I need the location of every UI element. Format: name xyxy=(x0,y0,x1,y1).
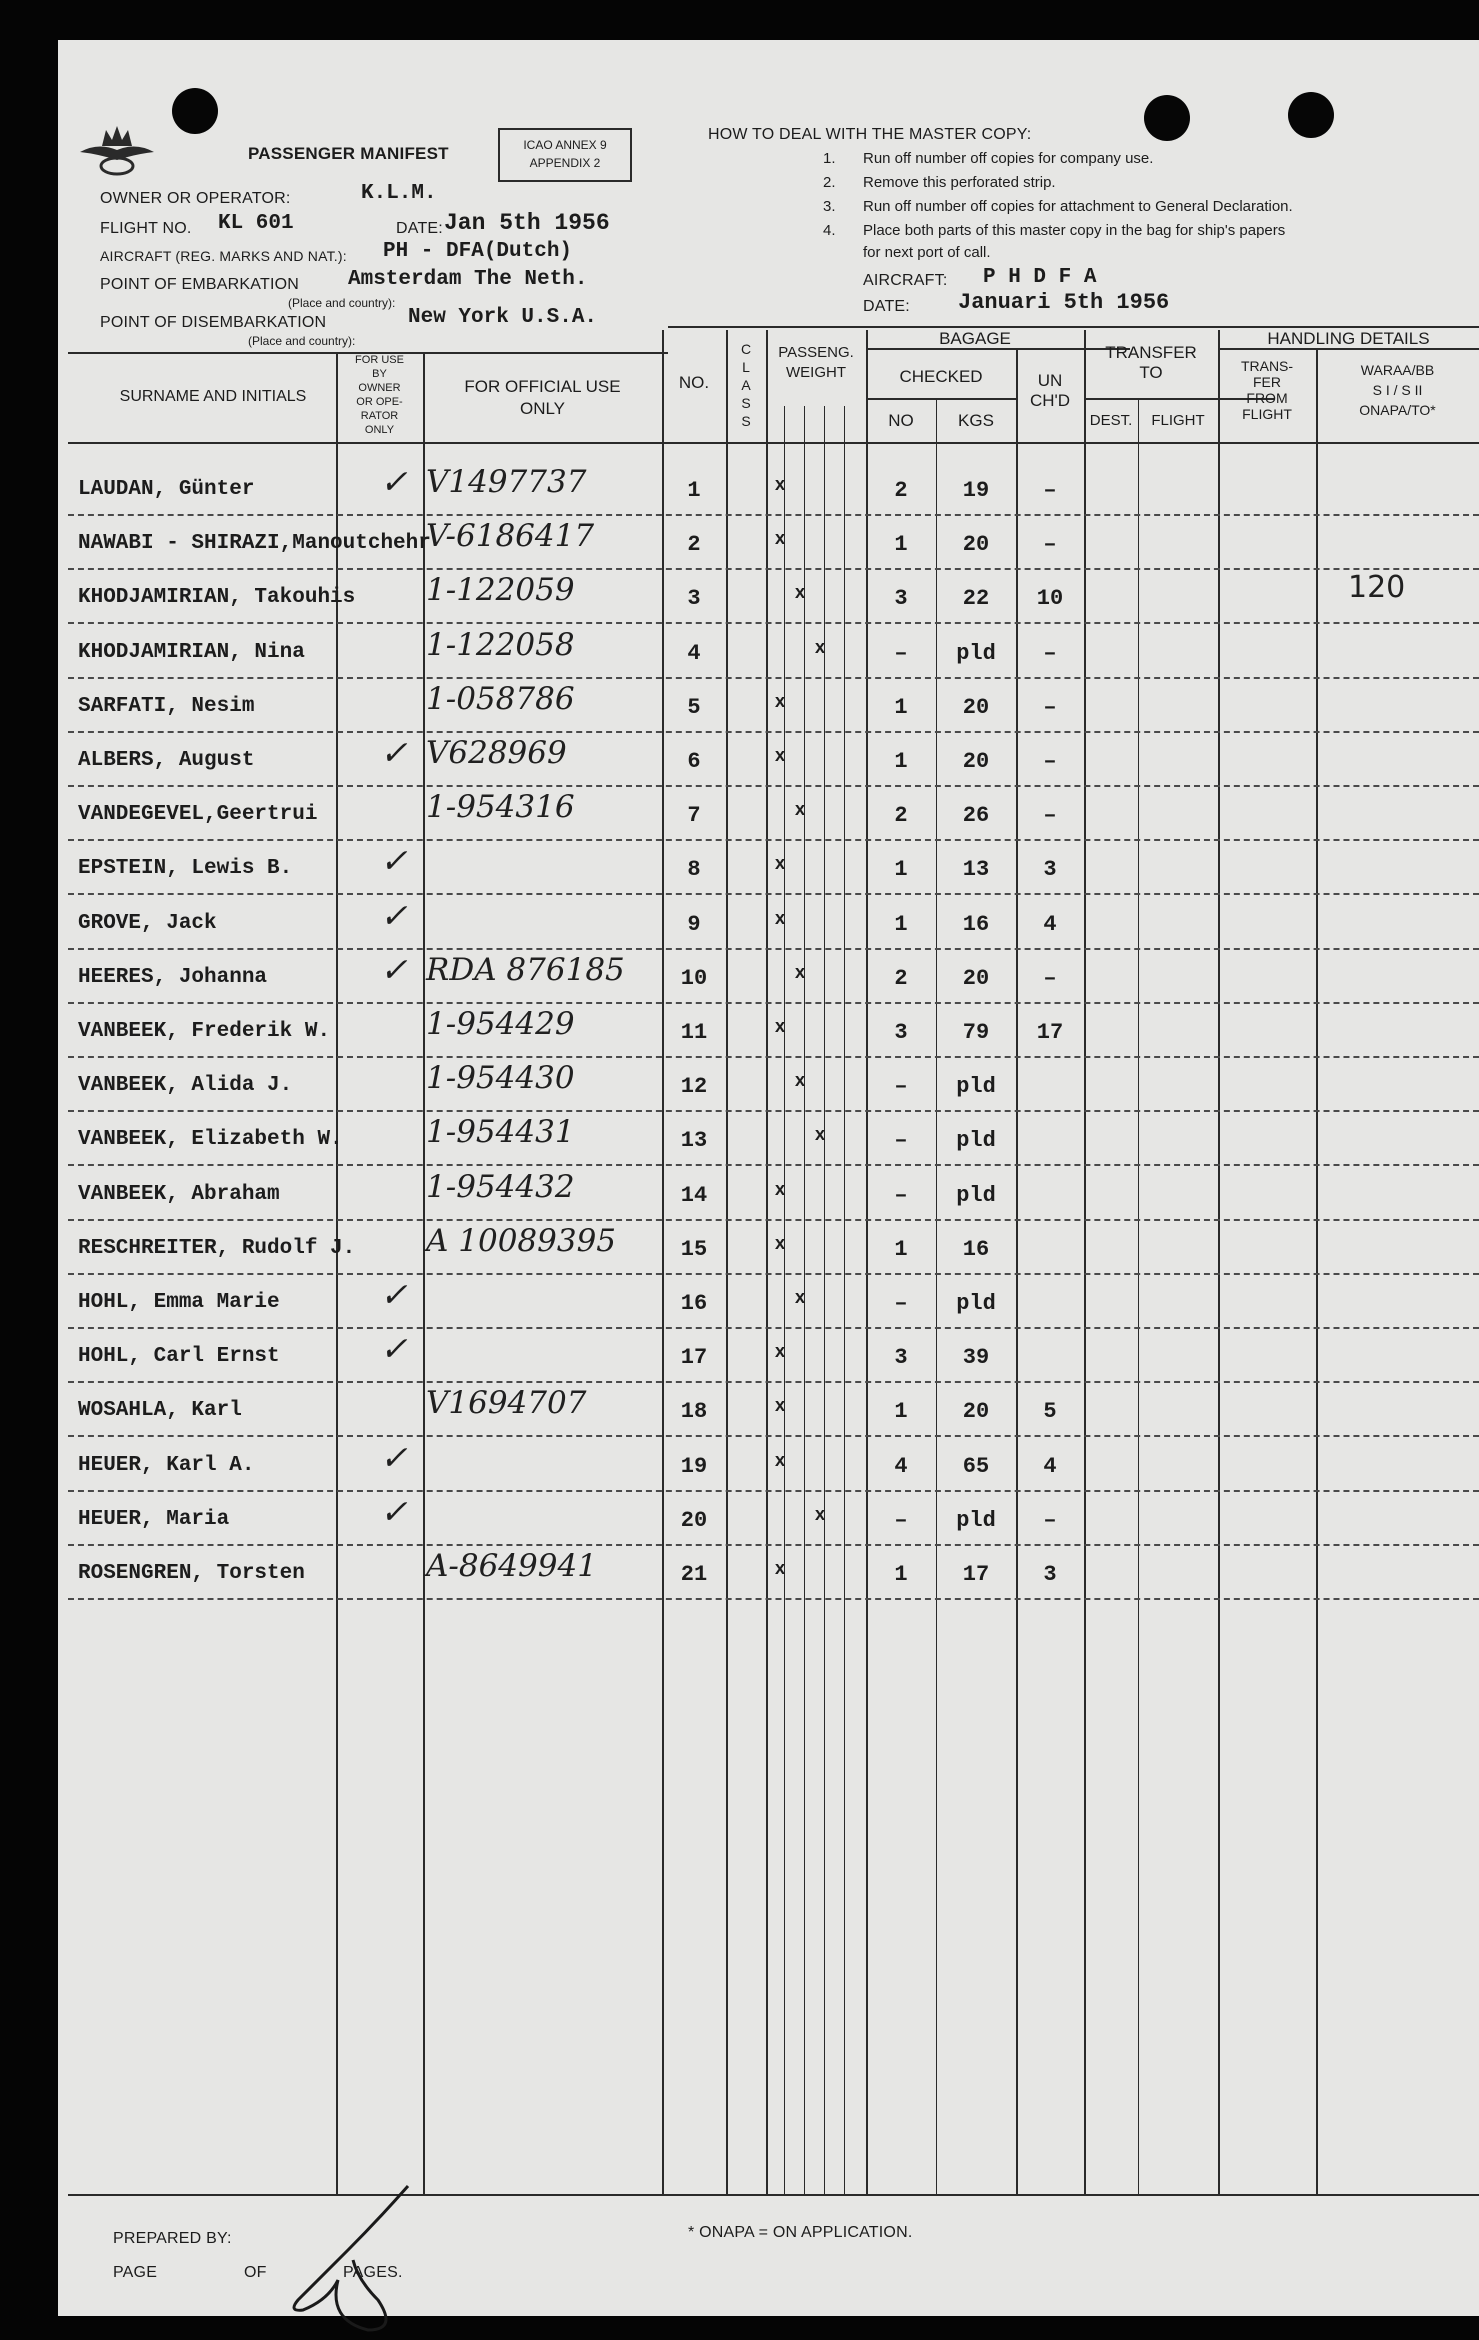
tick-mark: ✓ xyxy=(380,1438,408,1477)
waraa-line: ONAPA/TO* xyxy=(1359,402,1436,418)
passenger-name: VANBEEK, Abraham xyxy=(78,1183,280,1206)
passeng-weight-mark: x xyxy=(794,584,806,604)
embark-sub: (Place and country): xyxy=(288,296,396,310)
bag-count: 1 xyxy=(894,695,908,720)
unchecked-bags: 3 xyxy=(1043,857,1057,882)
instruction-text: Remove this perforated strip. xyxy=(863,174,1056,191)
col-surname: SURNAME AND INITIALS xyxy=(119,388,307,405)
passenger-name: GROVE, Jack xyxy=(78,912,217,935)
official-number: V1694707 xyxy=(426,1385,587,1421)
passenger-name: VANBEEK, Frederik W. xyxy=(78,1020,331,1043)
passeng-weight-mark: x xyxy=(774,530,786,550)
passeng-weight-mark: x xyxy=(814,1506,826,1526)
official-number: A 10089395 xyxy=(426,1223,617,1259)
tick-mark: ✓ xyxy=(380,733,408,772)
row-divider xyxy=(68,1598,1479,1600)
passenger-no: 13 xyxy=(680,1128,708,1153)
checked-divider xyxy=(866,398,1016,400)
bag-kgs: 26 xyxy=(962,803,990,828)
bag-kgs: 20 xyxy=(962,695,990,720)
passenger-no: 11 xyxy=(680,1020,708,1045)
aircraft-label-right: AIRCRAFT: xyxy=(863,272,948,289)
transfer-from-line: FLIGHT xyxy=(1242,406,1292,422)
row-divider xyxy=(68,948,1479,950)
owner-use-line: ONLY xyxy=(364,424,395,436)
bag-kgs: pld xyxy=(956,1291,996,1316)
passenger-name: VANBEEK, Elizabeth W. xyxy=(78,1128,343,1151)
row-divider xyxy=(68,1435,1479,1437)
onapa-note: * ONAPA = ON APPLICATION. xyxy=(688,2224,913,2241)
unchecked-bags: – xyxy=(1043,478,1057,503)
embark-label: POINT OF EMBARKATION xyxy=(100,276,299,293)
passeng-weight-mark: x xyxy=(774,1181,786,1201)
waraa-line: S I / S II xyxy=(1372,382,1423,398)
passenger-no: 12 xyxy=(680,1074,708,1099)
embark-value: Amsterdam The Neth. xyxy=(348,268,588,291)
col-line-thin xyxy=(784,406,785,2194)
row-divider xyxy=(68,1273,1479,1275)
col-line-thin xyxy=(824,406,825,2194)
passeng-weight-mark: x xyxy=(774,1235,786,1255)
passeng-weight-mark: x xyxy=(794,1072,806,1092)
passenger-name: SARFATI, Nesim xyxy=(78,695,255,718)
aircraft-value-right: P H D F A xyxy=(983,266,1097,289)
bag-count: 2 xyxy=(894,803,908,828)
passenger-no: 18 xyxy=(680,1399,708,1424)
tick-mark: ✓ xyxy=(380,950,408,989)
col-line-thin xyxy=(1138,398,1139,2194)
disembark-sub: (Place and country): xyxy=(248,334,356,348)
aircraft-label: AIRCRAFT (REG. MARKS AND NAT.): xyxy=(100,248,347,264)
row-divider xyxy=(68,622,1479,624)
passenger-no: 17 xyxy=(680,1345,708,1370)
owner-use-line: FOR USE xyxy=(355,354,404,366)
bag-kgs: 20 xyxy=(962,532,990,557)
bag-count: 2 xyxy=(894,966,908,991)
owner-use-line: BY xyxy=(372,368,387,380)
row-divider xyxy=(68,893,1479,895)
passeng-weight-mark: x xyxy=(774,747,786,767)
passenger-no: 3 xyxy=(687,586,701,611)
official-number: V-6186417 xyxy=(426,518,595,554)
date-value: Jan 5th 1956 xyxy=(444,210,610,236)
official-number: 1-122058 xyxy=(426,627,575,663)
unchecked-bags: 3 xyxy=(1043,1562,1057,1587)
official-number: 1-954316 xyxy=(426,789,575,825)
bag-kgs: pld xyxy=(956,1508,996,1533)
passenger-name: HOHL, Emma Marie xyxy=(78,1291,280,1314)
bag-kgs: 39 xyxy=(962,1345,990,1370)
instruction-text: Place both parts of this master copy in the bag for ship's papers xyxy=(863,222,1286,239)
passenger-name: EPSTEIN, Lewis B. xyxy=(78,857,293,880)
owner-use-line: OWNER xyxy=(358,382,401,394)
disembark-label: POINT OF DISEMBARKATION xyxy=(100,314,327,331)
klm-logo-icon xyxy=(76,120,158,184)
bag-count: 1 xyxy=(894,532,908,557)
pages-label: PAGES. xyxy=(343,2264,403,2281)
col-line xyxy=(1218,330,1220,2194)
bag-kgs: 79 xyxy=(962,1020,990,1045)
table-top-right xyxy=(668,326,1479,328)
passenger-name: VANBEEK, Alida J. xyxy=(78,1074,293,1097)
bag-kgs: 22 xyxy=(962,586,990,611)
passeng-weight-mark: x xyxy=(794,1289,806,1309)
tick-mark: ✓ xyxy=(380,462,408,501)
unchecked-bags: 5 xyxy=(1043,1399,1057,1424)
passeng-weight-mark: x xyxy=(794,964,806,984)
bag-count: 4 xyxy=(894,1454,908,1479)
col-line xyxy=(1316,348,1318,2194)
unchecked-bags: – xyxy=(1043,695,1057,720)
unchecked-bags: – xyxy=(1043,532,1057,557)
bag-count: – xyxy=(894,1128,908,1153)
bag-kgs: 17 xyxy=(962,1562,990,1587)
row-divider xyxy=(68,731,1479,733)
waraa-line: WARAA/BB xyxy=(1360,362,1435,378)
row-divider xyxy=(68,1002,1479,1004)
col-official: ONLY xyxy=(519,399,566,418)
row-divider xyxy=(68,1110,1479,1112)
passenger-no: 8 xyxy=(687,857,701,882)
unchecked-bags: – xyxy=(1043,749,1057,774)
signature xyxy=(258,2180,458,2340)
passenger-no: 7 xyxy=(687,803,701,828)
passenger-name: KHODJAMIRIAN, Takouhis xyxy=(78,586,356,609)
passeng-weight-mark: x xyxy=(774,693,786,713)
row-divider xyxy=(68,1219,1479,1221)
manifest-title: PASSENGER MANIFEST xyxy=(248,144,449,163)
bag-count: 2 xyxy=(894,478,908,503)
bag-kgs: pld xyxy=(956,1074,996,1099)
official-number: V628969 xyxy=(426,735,567,771)
official-number: 1-954430 xyxy=(426,1060,575,1096)
bag-count: – xyxy=(894,1074,908,1099)
passeng-weight-mark: x xyxy=(774,476,786,496)
passenger-no: 2 xyxy=(687,532,701,557)
bag-kgs: 20 xyxy=(962,1399,990,1424)
bag-count: 1 xyxy=(894,749,908,774)
appendix-line: APPENDIX 2 xyxy=(529,156,601,170)
passenger-name: RESCHREITER, Rudolf J. xyxy=(78,1237,356,1260)
class-letter: S xyxy=(741,395,751,411)
unchecked-bags: – xyxy=(1043,641,1057,666)
bag-kgs: 20 xyxy=(962,749,990,774)
passeng-weight-mark: x xyxy=(774,1343,786,1363)
bag-kgs: 65 xyxy=(962,1454,990,1479)
passenger-no: 21 xyxy=(680,1562,708,1587)
owner-use-line: RATOR xyxy=(360,410,399,422)
instruction-text: Run off number off copies for company use. xyxy=(863,150,1154,167)
col-handling: HANDLING DETAILS xyxy=(1267,329,1430,348)
owner-label: OWNER OR OPERATOR: xyxy=(100,190,291,207)
prepared-by-label: PREPARED BY: xyxy=(113,2230,232,2247)
bag-kgs: 16 xyxy=(962,912,990,937)
row-divider xyxy=(68,1544,1479,1546)
bag-kgs: pld xyxy=(956,1128,996,1153)
col-transfer: TRANSFER xyxy=(1105,343,1197,362)
row-divider xyxy=(68,568,1479,570)
passeng-weight-mark: x xyxy=(794,801,806,821)
bag-count: – xyxy=(894,1508,908,1533)
bag-count: 1 xyxy=(894,1237,908,1262)
bag-kgs: 19 xyxy=(962,478,990,503)
passenger-no: 15 xyxy=(680,1237,708,1262)
page-label: PAGE xyxy=(113,2264,158,2281)
row-divider xyxy=(68,514,1479,516)
col-bagage: BAGAGE xyxy=(939,329,1011,348)
row-divider xyxy=(68,1164,1479,1166)
bag-count: 1 xyxy=(894,1399,908,1424)
tick-mark: ✓ xyxy=(380,1329,408,1368)
passenger-no: 19 xyxy=(680,1454,708,1479)
bag-count: 1 xyxy=(894,857,908,882)
of-label: OF xyxy=(244,2264,267,2281)
passenger-name: HEUER, Maria xyxy=(78,1508,230,1531)
col-bag-no: NO xyxy=(888,411,914,430)
passenger-name: NAWABI - SHIRAZI,Manoutchehr xyxy=(78,532,431,555)
passenger-name: VANDEGEVEL,Geertrui xyxy=(78,803,318,826)
annex-line: ICAO ANNEX 9 xyxy=(523,138,607,152)
punch-hole xyxy=(1144,95,1190,141)
passenger-name: HEERES, Johanna xyxy=(78,966,268,989)
tick-mark: ✓ xyxy=(380,1275,408,1314)
date-label-right: DATE: xyxy=(863,298,910,315)
col-transfer-to: TO xyxy=(1139,363,1163,382)
bag-kgs: 16 xyxy=(962,1237,990,1262)
unchecked-bags: – xyxy=(1043,966,1057,991)
passenger-name: WOSAHLA, Karl xyxy=(78,1399,242,1422)
flight-value: KL 601 xyxy=(218,212,294,235)
col-line xyxy=(766,330,768,2194)
unchecked-bags: 17 xyxy=(1036,1020,1064,1045)
passeng-weight-mark: x xyxy=(774,855,786,875)
col-official: FOR OFFICIAL USE xyxy=(464,377,621,396)
class-letter: S xyxy=(741,413,751,429)
col-weight: WEIGHT xyxy=(786,364,846,381)
col-line xyxy=(1084,330,1086,2194)
passenger-no: 10 xyxy=(680,966,708,991)
official-number: A-8649941 xyxy=(426,1548,597,1584)
date-label: DATE: xyxy=(396,220,443,237)
passenger-name: HOHL, Carl Ernst xyxy=(78,1345,280,1368)
official-number: 1-122059 xyxy=(426,572,575,608)
passeng-weight-mark: x xyxy=(774,1397,786,1417)
passenger-name: HEUER, Karl A. xyxy=(78,1454,255,1477)
col-line xyxy=(1016,348,1018,2194)
unchecked-bags: – xyxy=(1043,1508,1057,1533)
punch-hole xyxy=(1288,92,1334,138)
col-no: NO. xyxy=(678,373,710,392)
class-letter: L xyxy=(742,359,750,375)
bag-count: 1 xyxy=(894,912,908,937)
bag-count: – xyxy=(894,1183,908,1208)
owner-use-line: OR OPE- xyxy=(356,396,403,408)
tick-mark: ✓ xyxy=(380,896,408,935)
instruction-num: 3. xyxy=(823,198,836,215)
official-number: 1-954431 xyxy=(426,1114,575,1150)
bag-count: – xyxy=(894,641,908,666)
passenger-name: LAUDAN, Günter xyxy=(78,478,255,501)
icao-annex-box xyxy=(498,128,632,182)
transfer-from-line: TRANS- xyxy=(1240,358,1294,374)
col-passeng: PASSENG. xyxy=(778,344,854,361)
unchecked-bags: 10 xyxy=(1036,586,1064,611)
flight-label: FLIGHT NO. xyxy=(100,220,192,237)
bag-count: 3 xyxy=(894,1345,908,1370)
col-kgs: KGS xyxy=(958,411,994,430)
row-divider xyxy=(68,785,1479,787)
unchecked-bags: 4 xyxy=(1043,912,1057,937)
passenger-no: 16 xyxy=(680,1291,708,1316)
bag-kgs: 20 xyxy=(962,966,990,991)
instructions-title: HOW TO DEAL WITH THE MASTER COPY: xyxy=(708,126,1032,143)
unchecked-bags: 4 xyxy=(1043,1454,1057,1479)
instruction-text: for next port of call. xyxy=(863,244,991,261)
row-divider xyxy=(68,1381,1479,1383)
bag-count: – xyxy=(894,1291,908,1316)
bag-count: 3 xyxy=(894,1020,908,1045)
col-unchd: CH'D xyxy=(1029,391,1071,410)
punch-hole xyxy=(172,88,218,134)
aircraft-value: PH - DFA(Dutch) xyxy=(383,240,573,263)
official-number: 1-954432 xyxy=(426,1169,575,1205)
passeng-weight-mark: x xyxy=(774,1452,786,1472)
bag-kgs: pld xyxy=(956,641,996,666)
passenger-no: 14 xyxy=(680,1183,708,1208)
transfer-from-line: FROM xyxy=(1246,390,1288,406)
passenger-no: 4 xyxy=(687,641,701,666)
col-line-thin xyxy=(844,406,845,2194)
passenger-name: ROSENGREN, Torsten xyxy=(78,1562,305,1585)
row-divider xyxy=(68,677,1479,679)
col-flight: FLIGHT xyxy=(1151,412,1205,429)
passeng-weight-mark: x xyxy=(774,1018,786,1038)
row-divider xyxy=(68,1490,1479,1492)
date-value-right: Januari 5th 1956 xyxy=(958,290,1170,315)
passeng-weight-mark: x xyxy=(814,639,826,659)
passenger-no: 5 xyxy=(687,695,701,720)
annotation-120: 120 xyxy=(1348,570,1406,605)
manifest-sheet xyxy=(58,40,1479,2316)
instruction-num: 4. xyxy=(823,222,836,239)
table-header-bottom xyxy=(68,442,1479,444)
row-divider xyxy=(68,839,1479,841)
official-number: 1-954429 xyxy=(426,1006,575,1042)
bag-kgs: pld xyxy=(956,1183,996,1208)
tick-mark: ✓ xyxy=(380,841,408,880)
bag-count: 3 xyxy=(894,586,908,611)
passenger-name: KHODJAMIRIAN, Nina xyxy=(78,641,305,664)
passenger-no: 1 xyxy=(687,478,701,503)
instruction-num: 2. xyxy=(823,174,836,191)
row-divider xyxy=(68,1056,1479,1058)
col-checked: CHECKED xyxy=(899,367,983,386)
bag-kgs: 13 xyxy=(962,857,990,882)
transfer-from-line: FER xyxy=(1253,374,1281,390)
passenger-no: 9 xyxy=(687,912,701,937)
col-unchd: UN xyxy=(1037,371,1063,390)
passenger-no: 20 xyxy=(680,1508,708,1533)
official-number: V1497737 xyxy=(426,464,587,500)
col-dest: DEST. xyxy=(1089,412,1133,429)
class-letter: C xyxy=(740,341,752,357)
passeng-weight-mark: x xyxy=(774,1560,786,1580)
row-divider xyxy=(68,1327,1479,1329)
passenger-no: 6 xyxy=(687,749,701,774)
col-line xyxy=(726,330,728,2194)
passeng-weight-mark: x xyxy=(774,910,786,930)
passeng-weight-mark: x xyxy=(814,1126,826,1146)
instruction-text: Run off number off copies for attachment to General Declaration. xyxy=(863,198,1293,215)
disembark-value: New York U.S.A. xyxy=(408,306,598,329)
class-letter: A xyxy=(741,377,751,393)
official-number: RDA 876185 xyxy=(426,952,625,988)
bag-count: 1 xyxy=(894,1562,908,1587)
handling-divider xyxy=(1218,348,1479,350)
owner-value: K.L.M. xyxy=(361,182,437,205)
unchecked-bags: – xyxy=(1043,803,1057,828)
tick-mark: ✓ xyxy=(380,1492,408,1531)
passenger-name: ALBERS, August xyxy=(78,749,255,772)
official-number: 1-058786 xyxy=(426,681,575,717)
instruction-num: 1. xyxy=(823,150,836,167)
